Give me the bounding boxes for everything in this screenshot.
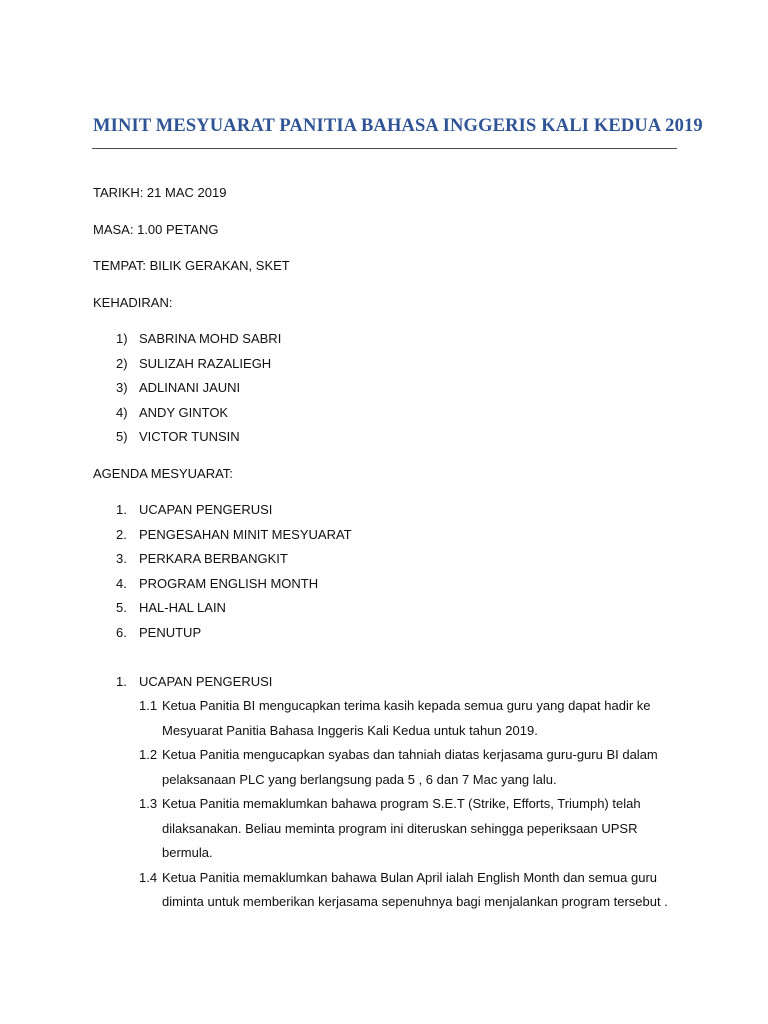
item-text-line: Ketua Panitia mengucapkan syabas dan tahniah diatas kerjasama guru-guru BI dalam bbox=[162, 747, 658, 762]
item-text-line: Ketua Panitia memaklumkan bahawa program S.E.T (Strike, Efforts, Triumph) telah bbox=[162, 796, 641, 811]
item-number: 1.4 bbox=[139, 870, 158, 885]
agenda-text: HAL-HAL LAIN bbox=[139, 600, 226, 615]
section-heading: UCAPAN PENGERUSI bbox=[139, 674, 273, 689]
item-number: 1.2 bbox=[139, 747, 158, 762]
attendee-name: VICTOR TUNSIN bbox=[139, 429, 240, 444]
agenda-text: PENGESAHAN MINIT MESYUARAT bbox=[139, 527, 352, 542]
agenda-text: PROGRAM ENGLISH MONTH bbox=[139, 576, 319, 591]
item-text-line: bermula. bbox=[162, 845, 213, 860]
item-text-line: dilaksanakan. Beliau meminta program ini diteruskan sehingga peperiksaan UPSR bbox=[162, 821, 638, 836]
item-text-line: pelaksanaan PLC yang berlangsung pada 5 , 6 dan 7 Mac yang lalu. bbox=[162, 772, 557, 787]
item-text-line: Ketua Panitia memaklumkan bahawa Bulan April ialah English Month dan semua guru bbox=[162, 870, 658, 885]
tempat-line: TEMPAT: BILIK GERAKAN, SKET bbox=[93, 258, 290, 273]
item-text-line: Ketua Panitia BI mengucapkan terima kasih kepada semua guru yang dapat hadir ke bbox=[162, 698, 651, 713]
attendee-name: SULIZAH RAZALIEGH bbox=[139, 356, 272, 371]
attendee-number: 1) bbox=[116, 331, 128, 346]
agenda-number: 3. bbox=[116, 551, 127, 566]
attendee-name: ANDY GINTOK bbox=[139, 405, 229, 420]
agenda-text: UCAPAN PENGERUSI bbox=[139, 502, 273, 517]
document-title: MINIT MESYUARAT PANITIA BAHASA INGGERIS KALI KEDUA 2019 bbox=[93, 116, 703, 136]
attendee-name: SABRINA MOHD SABRI bbox=[139, 331, 282, 346]
agenda-text: PENUTUP bbox=[139, 625, 202, 640]
attendee-number: 4) bbox=[116, 405, 128, 420]
item-number: 1.3 bbox=[139, 796, 158, 811]
attendee-name: ADLINANI JAUNI bbox=[139, 380, 241, 395]
attendee-number: 2) bbox=[116, 356, 128, 371]
agenda-number: 5. bbox=[116, 600, 127, 615]
title-divider bbox=[92, 148, 677, 149]
attendee-number: 5) bbox=[116, 429, 128, 444]
section-number: 1. bbox=[116, 674, 127, 689]
item-text-line: diminta untuk memberikan kerjasama sepenuhnya bagi menjalankan program tersebut . bbox=[162, 894, 668, 909]
attendee-number: 3) bbox=[116, 380, 128, 395]
agenda-number: 1. bbox=[116, 502, 127, 517]
tarikh-line: TARIKH: 21 MAC 2019 bbox=[93, 185, 227, 200]
agenda-number: 2. bbox=[116, 527, 127, 542]
agenda-text: PERKARA BERBANGKIT bbox=[139, 551, 288, 566]
item-text-line: Mesyuarat Panitia Bahasa Inggeris Kali Kedua untuk tahun 2019. bbox=[162, 723, 538, 738]
item-number: 1.1 bbox=[139, 698, 158, 713]
masa-line: MASA: 1.00 PETANG bbox=[93, 222, 219, 237]
kehadiran-label: KEHADIRAN: bbox=[93, 295, 173, 310]
agenda-label: AGENDA MESYUARAT: bbox=[93, 466, 233, 481]
agenda-number: 6. bbox=[116, 625, 127, 640]
agenda-number: 4. bbox=[116, 576, 127, 591]
